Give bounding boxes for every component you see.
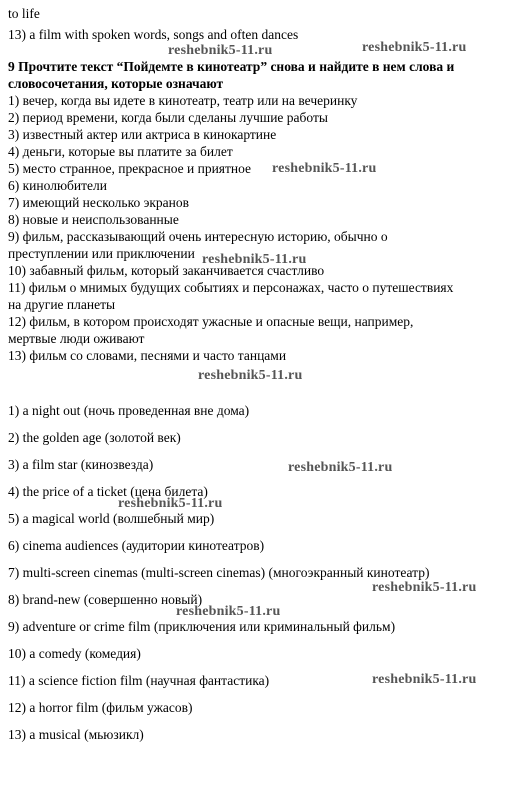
definition-line: 1) вечер, когда вы идете в кинотеатр, театр или на вечеринку <box>8 93 358 108</box>
definition-line: 9) фильм, рассказывающий очень интересную историю, обычно о <box>8 229 388 244</box>
answer-line: 11) a science fiction film (научная фантастика) <box>8 673 270 688</box>
answer-line: 13) a musical (мьюзикл) <box>8 727 144 742</box>
definition-line: преступлении или приключении <box>8 246 195 261</box>
answer-line: 8) brand-new (совершенно новый) <box>8 592 203 607</box>
definition-line: 7) имеющий несколько экранов <box>8 195 190 210</box>
text-line: 13) a film with spoken words, songs and often dances <box>8 27 299 42</box>
definition-line: 11) фильм о мнимых будущих событиях и персонажах, часто о путешествиях <box>8 280 454 295</box>
definition-line: 6) кинолюбители <box>8 178 107 193</box>
task-title: словосочетания, которые означают <box>8 76 224 91</box>
answer-line: 1) a night out (ночь проведенная вне дома) <box>8 403 250 418</box>
answer-line: 10) a comedy (комедия) <box>8 646 141 661</box>
task-title: 9 Прочтите текст “Пойдемте в кинотеатр” снова и найдите в нем слова и <box>8 59 455 74</box>
definition-line: 3) известный актер или актриса в кинокартине <box>8 127 277 142</box>
watermark: reshebnik5-11.ru <box>372 580 477 595</box>
watermark: reshebnik5-11.ru <box>176 604 281 619</box>
answer-line: 7) multi-screen cinemas (multi-screen cinemas) (многоэкранный кинотеатр) <box>8 565 430 580</box>
watermark: reshebnik5-11.ru <box>372 672 477 687</box>
watermark: reshebnik5-11.ru <box>168 43 273 58</box>
definition-line: на другие планеты <box>8 297 116 312</box>
watermark: reshebnik5-11.ru <box>198 368 303 383</box>
watermark: reshebnik5-11.ru <box>288 460 393 475</box>
definition-line: 2) период времени, когда были сделаны лучшие работы <box>8 110 328 125</box>
watermark: reshebnik5-11.ru <box>118 496 223 511</box>
text-line: to life <box>8 6 40 21</box>
answer-line: 9) adventure or crime film (приключения или криминальный фильм) <box>8 619 396 634</box>
answer-line: 5) a magical world (волшебный мир) <box>8 511 215 526</box>
definition-line: 12) фильм, в котором происходят ужасные и опасные вещи, например, <box>8 314 414 329</box>
watermark: reshebnik5-11.ru <box>362 40 467 55</box>
definition-line: 5) место странное, прекрасное и приятное <box>8 161 252 176</box>
definition-line: 10) забавный фильм, который заканчивается счастливо <box>8 263 325 278</box>
answer-line: 12) a horror film (фильм ужасов) <box>8 700 193 715</box>
definition-line: 4) деньги, которые вы платите за билет <box>8 144 233 159</box>
definition-line: 13) фильм со словами, песнями и часто танцами <box>8 348 287 363</box>
answer-line: 4) the price of a ticket (цена билета) <box>8 484 208 499</box>
watermark: reshebnik5-11.ru <box>272 161 377 176</box>
watermark: reshebnik5-11.ru <box>202 252 307 267</box>
definition-line: 8) новые и неиспользованные <box>8 212 179 227</box>
definition-line: мертвые люди оживают <box>8 331 145 346</box>
answer-line: 2) the golden age (золотой век) <box>8 430 181 445</box>
answer-line: 3) a film star (кинозвезда) <box>8 457 154 472</box>
answer-line: 6) cinema audiences (аудитории кинотеатров) <box>8 538 265 553</box>
